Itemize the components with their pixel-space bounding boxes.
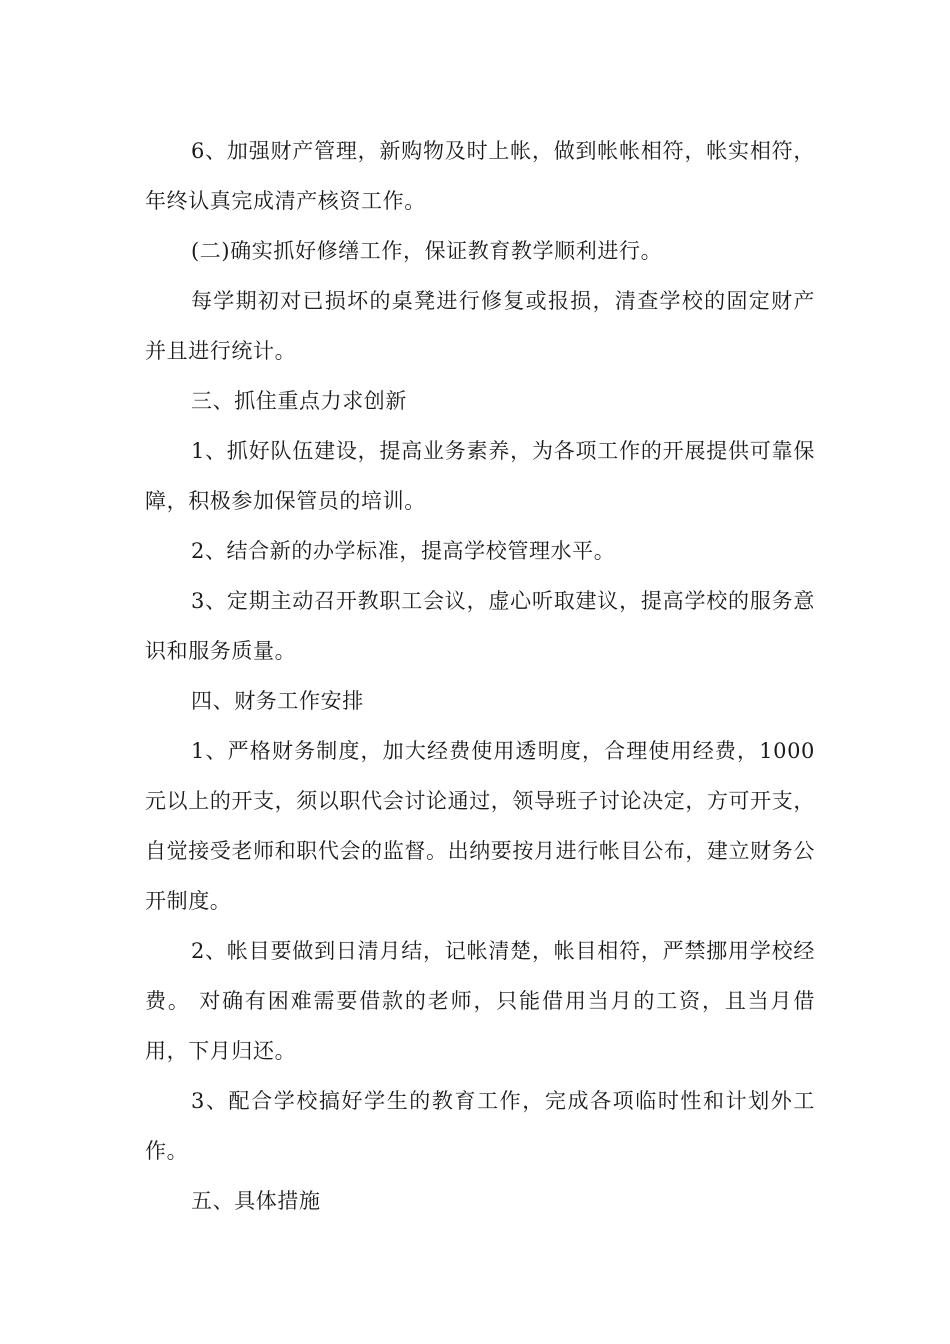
paragraph-accounts: 2、帐目要做到日清月结，记帐清楚，帐目相符，严禁挪用学校经费。 对确有困难需要借款的老师，只能借用当月的工资，且当月借用，下月归还。 bbox=[145, 939, 815, 1063]
paragraph-finance-system: 1、严格财务制度，加大经费使用透明度，合理使用经费，1000元以上的开支，须以职代会讨论通过，领导班子讨论决定，方可开支，自觉接受老师和职代会的监督。出纳要按月进行帐目公布，建立财务公开制度。 bbox=[145, 739, 815, 913]
paragraph-repair-heading: (二)确实抓好修缮工作，保证教育教学顺利进行。 bbox=[191, 239, 663, 263]
section-heading-innovation: 三、抓住重点力求创新 bbox=[191, 389, 407, 413]
paragraph-property-management: 6、加强财产管理，新购物及时上帐，做到帐帐相符，帐实相符，年终认真完成清产核资工作。 bbox=[145, 139, 815, 213]
document-body bbox=[145, 126, 815, 1226]
paragraph-staff-meetings: 3、定期主动召开教职工会议，虚心听取建议，提高学校的服务意识和服务质量。 bbox=[145, 589, 815, 663]
section-heading-finance: 四、财务工作安排 bbox=[191, 689, 364, 713]
paragraph-repair-detail: 每学期初对已损坏的桌凳进行修复或报损，清查学校的固定财产并且进行统计。 bbox=[145, 289, 815, 363]
paragraph-team-building: 1、抓好队伍建设，提高业务素养，为各项工作的开展提供可靠保障，积极参加保管员的培训。 bbox=[145, 439, 815, 513]
paragraph-school-standards: 2、结合新的办学标准，提高学校管理水平。 bbox=[191, 539, 616, 563]
section-heading-measures: 五、具体措施 bbox=[191, 1189, 321, 1213]
paragraph-student-education: 3、配合学校搞好学生的教育工作，完成各项临时性和计划外工作。 bbox=[145, 1089, 815, 1163]
